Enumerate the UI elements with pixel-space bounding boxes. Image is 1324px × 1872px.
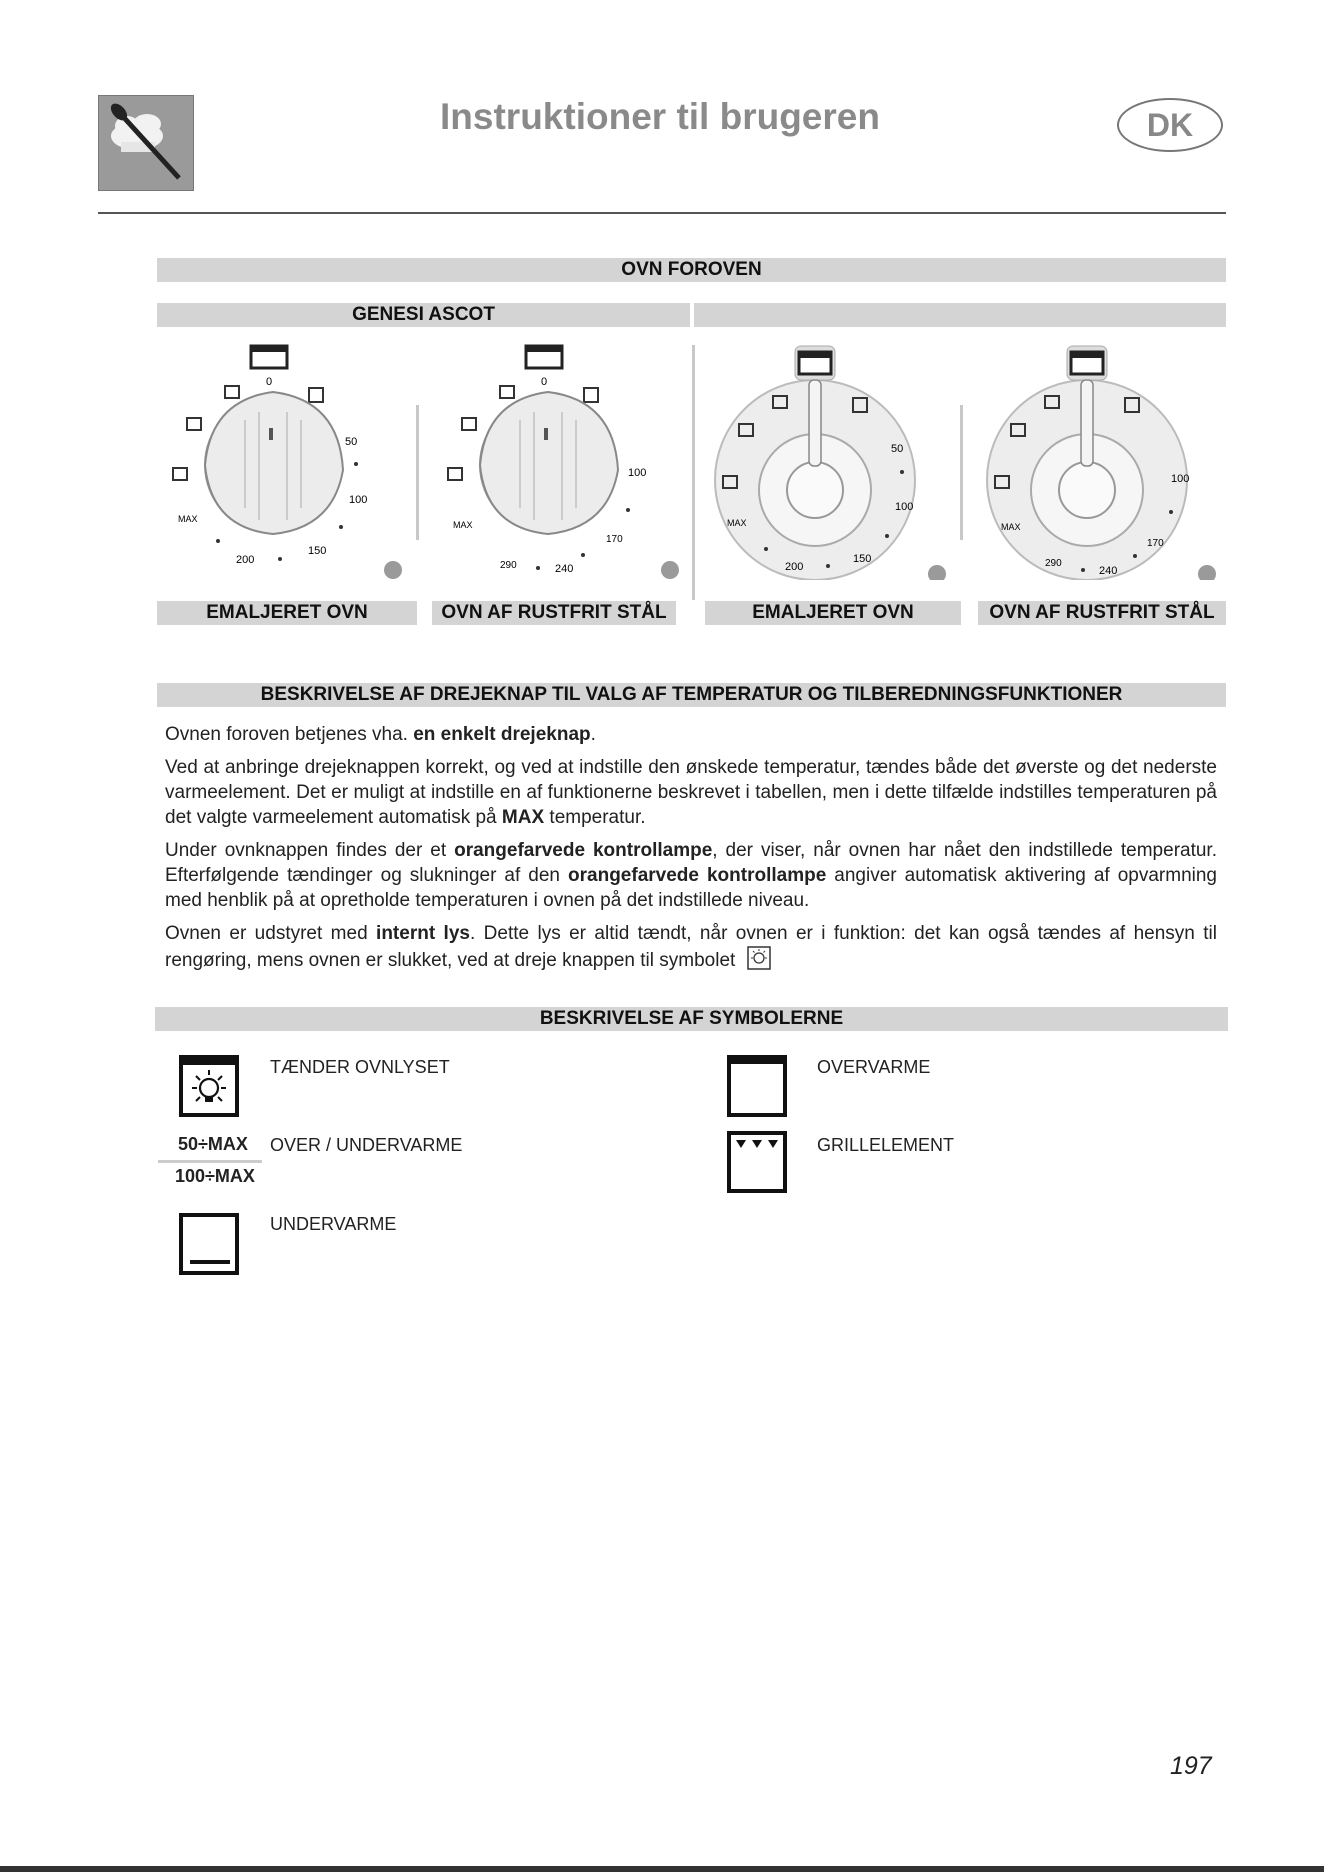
page-number: 197 (1170, 1752, 1212, 1780)
svg-text:50: 50 (345, 436, 358, 448)
knob-separator (960, 405, 963, 540)
bottom-heat-icon (178, 1212, 242, 1276)
svg-text:170: 170 (606, 534, 623, 545)
svg-text:100: 100 (628, 467, 647, 479)
svg-text:170: 170 (1147, 538, 1164, 549)
svg-text:240: 240 (1099, 565, 1118, 577)
description-title: BESKRIVELSE AF DREJEKNAP TIL VALG AF TEMPERATUR OG TILBEREDNINGSFUNKTIONER (157, 683, 1226, 707)
model-right-title (694, 303, 1226, 327)
svg-text:200: 200 (236, 554, 255, 566)
temperature-knob-ascot-stainless (975, 340, 1225, 580)
svg-text:150: 150 (853, 553, 872, 565)
overvarme-label: OVERVARME (817, 1057, 931, 1077)
grill-label: GRILLELEMENT (817, 1135, 955, 1155)
range-top: 50÷MAX (178, 1134, 248, 1154)
symbols-title: BESKRIVELSE AF SYMBOLERNE (155, 1007, 1228, 1031)
logo (98, 95, 194, 191)
range-bottom: 100÷MAX (175, 1166, 255, 1186)
svg-text:240: 240 (555, 563, 574, 575)
temperature-knob-ascot-enamel (703, 340, 953, 580)
knob-caption: OVN AF RUSTFRIT STÅL (432, 601, 676, 625)
knob-separator (416, 405, 419, 540)
knob-caption: EMALJERET OVN (157, 601, 417, 625)
knob-caption: EMALJERET OVN (705, 601, 961, 625)
svg-text:MAX: MAX (178, 514, 198, 524)
lamp-symbol-icon (747, 946, 771, 970)
paragraph: Ved at anbringe drejeknappen korrekt, og ved at indstille den ønskede temperatur, tændes både det øverste og det nederste varmeelement. Det er muligt at indstille en af funktionerne beskrevet i tabellen, men i dette tilfælde indstilles temperaturen på det valgte varmeelement automatisk på MAX temperatur. (165, 757, 1217, 828)
svg-text:150: 150 (308, 545, 327, 557)
paragraph: Ovnen er udstyret med internt lys. Dette lys er altid tændt, når ovnen er i funktion: det kan også tændes af hensyn til rengøring, mens ovnen er slukket, ved at dreje knappen til symbolet (165, 923, 1217, 971)
bottom-border (0, 1866, 1324, 1872)
chef-hat-spoon-icon (99, 96, 193, 190)
grill-icon (726, 1130, 790, 1194)
paragraph: Under ovnknappen findes der et orangefarvede kontrollampe, der viser, når ovnen har nået den indstillede temperatur. Efterfølgende tændinger og slukninger af den orangefarvede kontrollampe angiver automatisk aktivering af opvarmning med henblik på at opretholde temperaturen i ovnen på det indstillede niveau. (165, 840, 1217, 911)
svg-text:50: 50 (891, 443, 904, 455)
under-label: UNDERVARME (270, 1214, 397, 1234)
lamp-icon (178, 1054, 242, 1118)
temperature-knob-genesi-stainless (438, 340, 688, 580)
description-body (165, 722, 1217, 981)
over-under-label: OVER / UNDERVARME (270, 1135, 463, 1155)
model-separator (692, 345, 695, 600)
temperature-knob-genesi-enamel (163, 340, 413, 580)
svg-text:0: 0 (266, 376, 273, 388)
svg-text:MAX: MAX (453, 520, 473, 530)
model-left-title: GENESI ASCOT (157, 303, 690, 327)
svg-text:290: 290 (500, 560, 517, 571)
svg-text:MAX: MAX (727, 518, 747, 528)
oven-section-title: OVN FOROVEN (157, 258, 1226, 282)
lamp-label: TÆNDER OVNLYSET (270, 1057, 450, 1077)
page-title: Instruktioner til brugeren (440, 96, 880, 137)
header-divider (98, 212, 1226, 214)
range-divider (158, 1160, 262, 1163)
svg-text:MAX: MAX (1001, 522, 1021, 532)
svg-text:100: 100 (895, 501, 914, 513)
language-badge: DK (1117, 98, 1223, 152)
svg-text:200: 200 (785, 561, 804, 573)
svg-text:100: 100 (1171, 473, 1190, 485)
svg-text:0: 0 (541, 376, 548, 388)
knob-caption: OVN AF RUSTFRIT STÅL (978, 601, 1226, 625)
svg-text:290: 290 (1045, 558, 1062, 569)
paragraph: Ovnen foroven betjenes vha. en enkelt drejeknap. (165, 724, 596, 745)
svg-text:100: 100 (349, 494, 368, 506)
top-heat-icon (726, 1054, 790, 1118)
